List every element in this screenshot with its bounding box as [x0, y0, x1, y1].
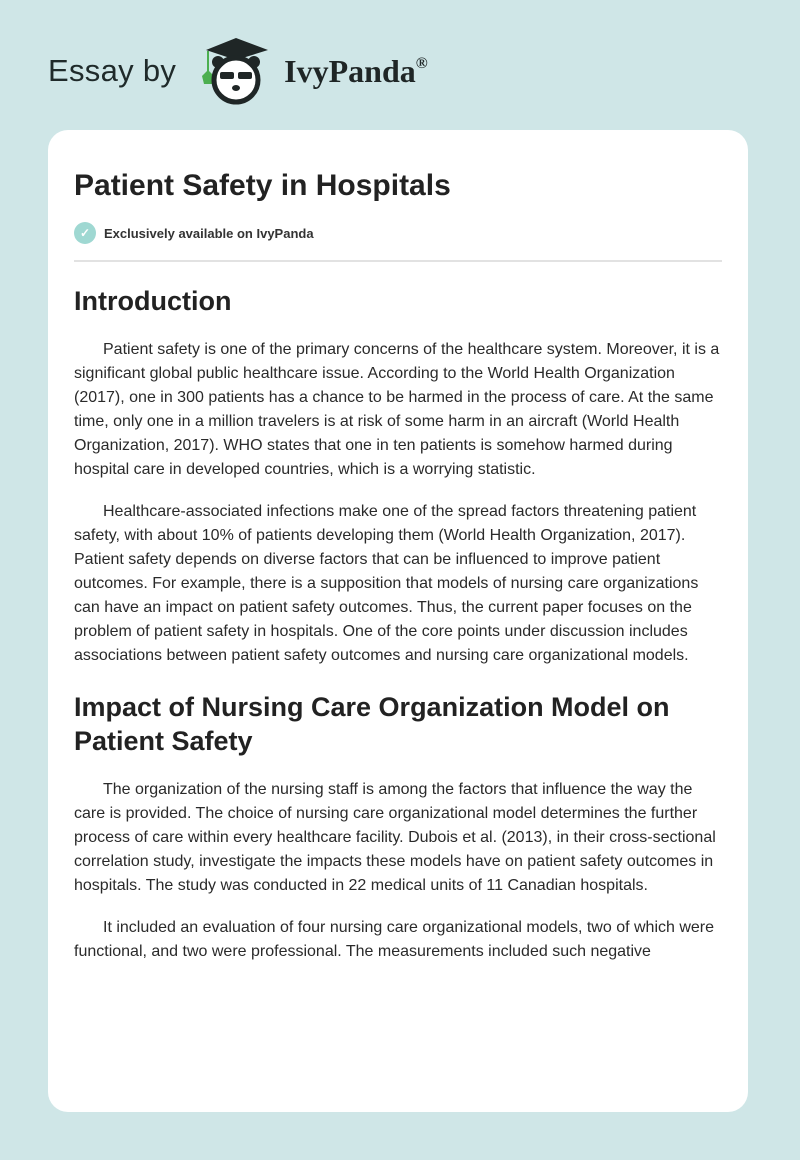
essay-by-label: Essay by [48, 53, 177, 88]
divider [74, 260, 722, 262]
ivypanda-logo-icon[interactable] [192, 36, 278, 106]
brand-text: IvyPanda [284, 52, 416, 89]
paragraph: Healthcare-associated infections make one of the spread factors threatening patient safety, with about 10% of patients developing them (World Health Organization, 2017). Patient safety depends on diverse factors that can be influenced to improve patient outcomes. For example, there is a supposition that models of nursing care organizations can have an impact on patient safety outcomes. Thus, the current paper focuses on the problem of patient safety in hospitals. One of the core points under discussion includes associations between patient safety outcomes and nursing care organizational models. [74, 503, 699, 664]
badge-label: Exclusively available on IvyPanda [104, 225, 314, 241]
section-heading: Impact of Nursing Care Organization Model on Patient Safety [74, 692, 670, 756]
brand-name[interactable] [284, 53, 428, 90]
check-icon: ✓ [74, 222, 96, 244]
page-title: Patient Safety in Hospitals [74, 169, 451, 202]
essay-card [48, 130, 748, 1112]
section-heading: Introduction [74, 286, 232, 316]
site-header [48, 36, 428, 106]
registered-mark: ® [415, 54, 428, 72]
paragraph: The organization of the nursing staff is among the factors that influence the way the care is provided. The choice of nursing care organizational model determines the further process of care within every healthcare facility. Dubois et al. (2013), in their cross-sectional correlation study, investigate the impacts these models have on patient safety outcomes in hospitals. The study was conducted in 22 medical units of 11 Canadian hospitals. [74, 781, 716, 894]
paragraph: It included an evaluation of four nursing care organizational models, two of which were functional, and two were professional. The measurements included such negative [74, 919, 715, 960]
paragraph: Patient safety is one of the primary concerns of the healthcare system. Moreover, it is a significant global public healthcare issue. According to the World Health Organization (2017), one in 300 patients has a chance to be harmed in the process of care. At the same time, only one in a million travelers is at risk of some harm in an aircraft (World Health Organization, 2017). WHO states that one in ten patients is somehow harmed during hospital care in developed countries, which is a worrying statistic. [74, 341, 720, 478]
exclusive-badge [74, 222, 722, 244]
